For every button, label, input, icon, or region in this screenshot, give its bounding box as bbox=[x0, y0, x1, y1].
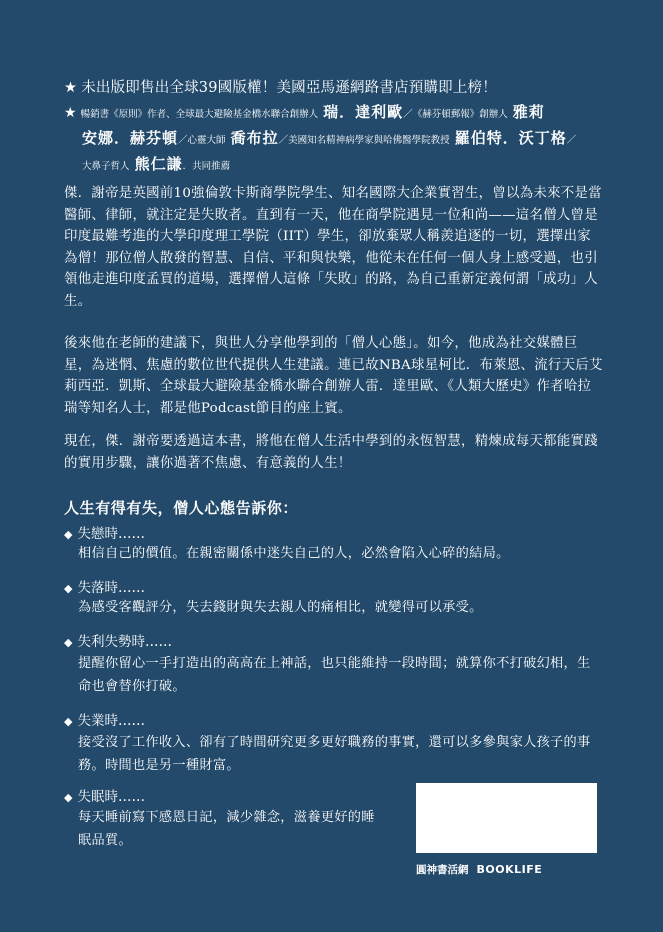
item-title-text: 失業時…… bbox=[77, 713, 145, 729]
barcode-area bbox=[416, 783, 597, 853]
item-body: 接受沒了工作收入、卻有了時間研究更多更好職務的事實，還可以多參與家人孩子的事務。時間也是另一種財富。 bbox=[78, 735, 591, 773]
endorser-title: 大鼻子哲人 bbox=[82, 161, 130, 172]
logo-en: BOOKLIFE bbox=[476, 863, 543, 876]
item-title bbox=[64, 785, 145, 805]
item-body: 提醒你留心一手打造出的高高在上神話，也只能維持一段時間；就算你不打破幻相，生命也會替你打破。 bbox=[78, 656, 591, 694]
highlight-line-1 bbox=[64, 76, 624, 97]
logo-zh: 圓神書活網 bbox=[416, 864, 469, 876]
paragraph-intro: 傑．謝帝是英國前10強倫敦卡斯商學院學生、知名國際大企業實習生，曾以為未來不是當醫師、律師，就注定是失敗者。直到有一天，他在商學院遇見一位和尚——這名僧人曾是印度最難考進的大學印度理工學院（IIT）學生，卻放棄眾人稱羨追逐的一切，選擇出家為僧！那位僧人散發的智慧、自信、平和與快樂，他從未在任何一個人身上感受過，也引領他走進印度孟買的道場，選擇僧人這條「失敗」的路，為自己重新定義何謂「成功」人生。 bbox=[64, 186, 602, 309]
endorser-title: 暢銷書《原則》作者、全球最大避險基金橋水聯合創辦人 bbox=[80, 109, 319, 120]
item-body: 每天睡前寫下感恩日記，減少雜念，滋養更好的睡眠品質。 bbox=[78, 810, 375, 848]
separator: ／ bbox=[566, 135, 577, 146]
item-title-text: 失眠時…… bbox=[77, 789, 145, 805]
endorsement-line-1 bbox=[64, 101, 545, 122]
diamond-bullet-icon: ◆ bbox=[64, 582, 73, 595]
endorser-title: ／《赫芬頓郵報》創辦人 bbox=[403, 109, 508, 120]
endorser-name: 雅莉 bbox=[512, 103, 545, 121]
item-title bbox=[64, 522, 145, 542]
endorsement-line-2 bbox=[82, 127, 576, 148]
publisher-logo bbox=[416, 862, 542, 877]
highlight-1-text: 未出版即售出全球39國版權！美國亞馬遜網路書店預購即上榜！ bbox=[81, 80, 497, 96]
diamond-bullet-icon: ◆ bbox=[64, 528, 73, 541]
endorsement-line-3 bbox=[82, 153, 230, 174]
item-title-text: 失落時…… bbox=[77, 580, 145, 596]
endorsement-suffix: ．共同推薦 bbox=[182, 161, 231, 172]
item-body: 相信自己的價值。在親密關係中迷失自己的人，必然會陷入心碎的結局。 bbox=[78, 546, 510, 561]
endorser-name: 羅伯特．沃丁格 bbox=[454, 129, 567, 147]
item-title bbox=[64, 576, 145, 596]
endorser-name: 喬布拉 bbox=[230, 129, 279, 147]
section-title: 人生有得有失，僧人心態告訴你： bbox=[64, 499, 299, 517]
star-icon: ★ bbox=[64, 105, 77, 121]
paragraph-now: 現在，傑．謝帝要透過這本書，將他在僧人生活中學到的永恆智慧，精煉成每天都能實踐的實用步驟，讓你過著不焦慮、有意義的人生！ bbox=[64, 434, 598, 471]
item-title bbox=[64, 630, 172, 650]
endorser-name: 熊仁謙 bbox=[134, 155, 183, 173]
diamond-bullet-icon: ◆ bbox=[64, 791, 73, 804]
diamond-bullet-icon: ◆ bbox=[64, 715, 73, 728]
item-title-text: 失戀時…… bbox=[77, 526, 145, 542]
paragraph-later: 後來他在老師的建議下，與世人分享他學到的「僧人心態」。如今，他成為社交媒體巨星，為迷惘、焦慮的數位世代提供人生建議。連已故NBA球星柯比．布萊恩、流行天后艾莉西亞．凱斯、全球最大避險基金橋水聯合創辦人雷．達里歐、《人類大歷史》作者哈拉瑞等知名人士，都是他Podcast節目的座上賓。 bbox=[64, 336, 603, 416]
item-title-text: 失利失勢時…… bbox=[77, 634, 172, 650]
endorser-title: ／心靈大師 bbox=[178, 135, 226, 146]
item-title bbox=[64, 709, 145, 729]
endorser-title: ／美國知名精神病學家與哈佛醫學院教授 bbox=[278, 135, 450, 146]
endorser-name: 瑞．達利歐 bbox=[323, 103, 404, 121]
item-body: 為感受客觀評分，失去錢財與失去親人的痛相比，就變得可以承受。 bbox=[78, 600, 483, 615]
star-icon: ★ bbox=[64, 80, 78, 96]
diamond-bullet-icon: ◆ bbox=[64, 636, 73, 649]
endorser-name: 安娜．赫芬頓 bbox=[82, 129, 179, 147]
